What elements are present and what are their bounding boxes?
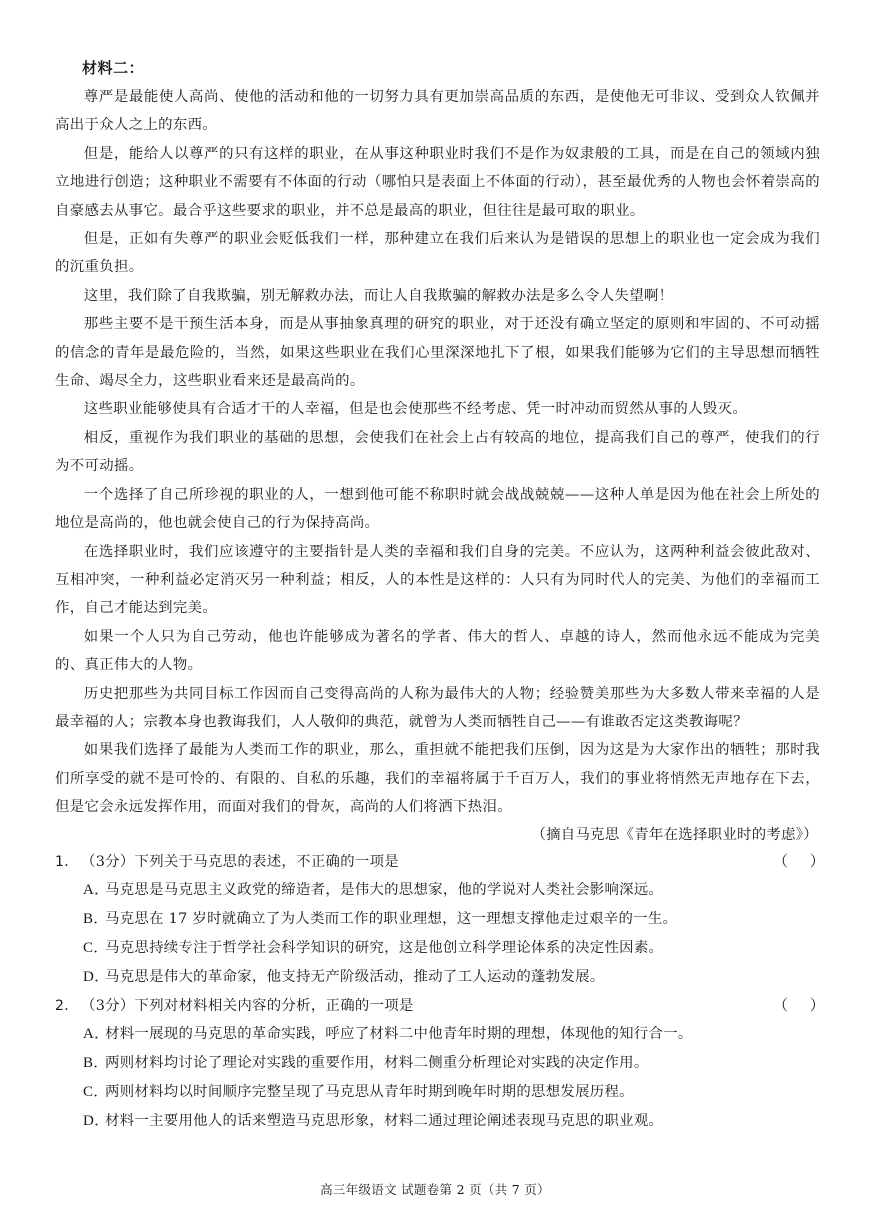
option-d[interactable] — [55, 963, 825, 992]
question-number: 2． — [55, 998, 79, 1014]
question-text: （3分）下列关于马克思的表述，不正确的一项是 — [81, 854, 399, 870]
passage — [55, 83, 820, 822]
option-text: 两则材料均讨论了理论对实践的重要作用，材料二侧重分析理论对实践的决定作用。 — [105, 1055, 649, 1071]
passage-paragraph: 相反，重视作为我们职业的基础的思想，会使我们在社会上占有较高的地位，提高我们自己的尊严，使我们的行为不可动摇。 — [55, 429, 820, 475]
passage-paragraph: 在选择职业时，我们应该遵守的主要指针是人类的幸福和我们自身的完美。不应认为，这两种利益会彼此敌对、互相冲突，一种利益必定消灭另一种利益；相反，人的本性是这样的：人只有为同时代人的完美、为他们的幸福而工作，自己才能达到完美。 — [55, 543, 820, 617]
option-letter: C． — [83, 1084, 109, 1100]
option-c[interactable] — [55, 1078, 825, 1107]
option-letter: B． — [83, 911, 109, 927]
passage-paragraph: 但是，能给人以尊严的只有这样的职业，在从事这种职业时我们不是作为奴隶般的工具，而是在自己的领域内独立地进行创造；这种职业不需要有不体面的行动（哪怕只是表面上不体面的行动），甚至最优秀的人物也会怀着崇高的自豪感去从事它。最合乎这些要求的职业，并不总是最高的职业，但往往是最可取的职业。 — [55, 145, 820, 219]
page-footer: 高三年级语文 试题卷第 2 页（共 7 页） — [320, 1182, 550, 1197]
option-letter: A． — [83, 1026, 110, 1042]
option-b[interactable] — [55, 905, 825, 934]
paren-open: （ — [773, 998, 789, 1014]
paren-close: ） — [809, 998, 825, 1014]
option-letter: C． — [83, 940, 109, 956]
option-letter: B． — [83, 1055, 109, 1071]
option-text: 两则材料均以时间顺序完整呈现了马克思从青年时期到晚年时期的思想发展历程。 — [105, 1084, 634, 1100]
option-letter: D． — [83, 1113, 110, 1129]
passage-paragraph: 一个选择了自己所珍视的职业的人，一想到他可能不称职时就会战战兢兢——这种人单是因为他在社会上所处的地位是高尚的，他也就会使自己的行为保持高尚。 — [55, 486, 820, 532]
source-citation: （摘自马克思《青年在选择职业时的考虑》） — [531, 827, 818, 843]
option-text: 材料一主要用他人的话来塑造马克思形象，材料二通过理论阐述表现马克思的职业观。 — [105, 1113, 664, 1129]
option-text: 马克思是伟大的革命家，他支持无产阶级活动，推动了工人运动的蓬勃发展。 — [105, 969, 605, 985]
question-text: （3分）下列对材料相关内容的分析，正确的一项是 — [81, 998, 414, 1014]
paren-close: ） — [809, 854, 825, 870]
option-text: 马克思是马克思主义政党的缔造者，是伟大的思想家，他的学说对人类社会影响深远。 — [105, 882, 664, 898]
passage-paragraph: 如果我们选择了最能为人类而工作的职业，那么，重担就不能把我们压倒，因为这是为大家作出的牺牲；那时我们所享受的就不是可怜的、有限的、自私的乐趣，我们的幸福将属于千百万人，我们的事业将悄然无声地存在下去，但是它会永远发挥作用，而面对我们的骨灰，高尚的人们将洒下热泪。 — [55, 742, 820, 816]
option-a[interactable] — [55, 876, 825, 905]
option-text: 材料一展现的马克思的革命实践，呼应了材料二中他青年时期的理想，体现他的知行合一。 — [105, 1026, 693, 1042]
passage-paragraph: 历史把那些为共同目标工作因而自己变得高尚的人称为最伟大的人物；经验赞美那些为大多数人带来幸福的人是最幸福的人；宗教本身也教诲我们，人人敬仰的典范，就曾为人类而牺牲自己——有谁敢否定这类教诲呢？ — [55, 685, 820, 730]
passage-paragraph: 那些主要不是干预生活本身，而是从事抽象真理的研究的职业，对于还没有确立坚定的原则和牢固的、不可动摇的信念的青年是最危险的，当然，如果这些职业在我们心里深深地扎下了根，如果我们能够为它们的主导思想而牺牲生命、竭尽全力，这些职业看来还是最高尚的。 — [55, 316, 820, 390]
option-a[interactable] — [55, 1020, 825, 1049]
answer-blank[interactable] — [773, 848, 825, 876]
section-title: 材料二： — [82, 59, 145, 77]
passage-paragraph: 如果一个人只为自己劳动，他也许能够成为著名的学者、伟大的哲人、卓越的诗人，然而他永远不能成为完美的、真正伟大的人物。 — [55, 628, 820, 674]
option-text: 马克思在 17 岁时就确立了为人类而工作的职业理想，这一理想支撑他走过艰辛的一生。 — [105, 911, 678, 927]
option-d[interactable] — [55, 1107, 825, 1136]
option-letter: A． — [83, 882, 110, 898]
question-1 — [55, 848, 825, 992]
passage-paragraph: 但是，正如有失尊严的职业会贬低我们一样，那种建立在我们后来认为是错误的思想上的职业也一定会成为我们的沉重负担。 — [55, 231, 820, 276]
question-stem — [55, 992, 825, 1020]
question-stem — [55, 848, 825, 876]
option-b[interactable] — [55, 1049, 825, 1078]
question-number: 1． — [55, 854, 79, 870]
paren-open: （ — [773, 854, 789, 870]
passage-paragraph: 这些职业能够使具有合适才干的人幸福，但是也会使那些不经考虑、凭一时冲动而贸然从事的人毁灭。 — [83, 401, 748, 418]
answer-blank[interactable] — [773, 992, 825, 1020]
passage-paragraph: 这里，我们除了自我欺骗，别无解救办法，而让人自我欺骗的解救办法是多么令人失望啊！ — [83, 287, 674, 304]
passage-paragraph: 尊严是最能使人高尚、使他的活动和他的一切努力具有更加崇高品质的东西，是使他无可非议、受到众人钦佩并高出于众人之上的东西。 — [55, 89, 820, 134]
option-c[interactable] — [55, 934, 825, 963]
option-text: 马克思持续专注于哲学社会科学知识的研究，这是他创立科学理论体系的决定性因素。 — [105, 940, 664, 956]
question-2 — [55, 992, 825, 1136]
option-letter: D． — [83, 969, 110, 985]
